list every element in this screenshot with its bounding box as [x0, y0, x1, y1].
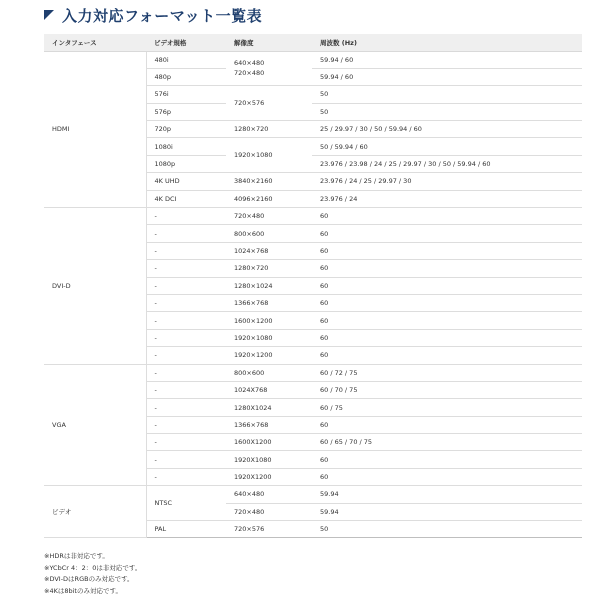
header-frequency: 周波数 (Hz) [312, 34, 582, 51]
cell-standard: - [146, 468, 226, 485]
interface-video: ビデオ [44, 486, 146, 538]
cell-resolution: 1280×720 [226, 121, 312, 138]
header-resolution: 解像度 [226, 34, 312, 51]
cell-resolution: 1024×768 [226, 242, 312, 259]
title-triangle-icon [44, 10, 54, 20]
cell-standard: - [146, 347, 226, 364]
format-table [44, 34, 582, 538]
cell-resolution: 1600X1200 [226, 434, 312, 451]
cell-standard: - [146, 329, 226, 346]
cell-frequency: 60 [312, 277, 582, 294]
cell-resolution: 3840×2160 [226, 173, 312, 190]
cell-frequency: 60 [312, 260, 582, 277]
table-row [44, 51, 582, 68]
cell-standard: - [146, 416, 226, 433]
cell-standard: 4K UHD [146, 173, 226, 190]
header-interface: インタフェース [44, 34, 146, 51]
cell-frequency: 60 [312, 312, 582, 329]
cell-resolution: 800×600 [226, 225, 312, 242]
cell-resolution: 1920X1200 [226, 468, 312, 485]
cell-frequency: 60 / 72 / 75 [312, 364, 582, 381]
cell-frequency: 50 [312, 521, 582, 538]
table-row [44, 364, 582, 381]
cell-frequency: 59.94 / 60 [312, 68, 582, 85]
cell-standard: 480i [146, 51, 226, 68]
cell-frequency: 60 [312, 468, 582, 485]
cell-frequency: 23.976 / 24 [312, 190, 582, 207]
cell-resolution: 1024X768 [226, 381, 312, 398]
cell-standard: - [146, 312, 226, 329]
cell-standard: - [146, 451, 226, 468]
cell-standard: 576p [146, 103, 226, 120]
cell-frequency: 60 [312, 347, 582, 364]
cell-standard: - [146, 242, 226, 259]
cell-standard: 1080i [146, 138, 226, 155]
cell-frequency: 60 / 70 / 75 [312, 381, 582, 398]
cell-resolution: 800×600 [226, 364, 312, 381]
cell-frequency: 60 [312, 225, 582, 242]
cell-standard: - [146, 381, 226, 398]
cell-standard: - [146, 294, 226, 311]
table-header-row [44, 34, 582, 51]
interface-hdmi: HDMI [44, 51, 146, 208]
header-video-standard: ビデオ規格 [146, 34, 226, 51]
cell-resolution: 1280X1024 [226, 399, 312, 416]
cell-standard: - [146, 260, 226, 277]
cell-standard: - [146, 364, 226, 381]
cell-frequency: 59.94 [312, 486, 582, 503]
cell-resolution: 720×480 [226, 208, 312, 225]
cell-resolution: 4096×2160 [226, 190, 312, 207]
cell-frequency: 50 [312, 103, 582, 120]
cell-frequency: 60 [312, 416, 582, 433]
cell-frequency: 60 / 75 [312, 399, 582, 416]
cell-resolution: 1280×1024 [226, 277, 312, 294]
resolution-480: 640×480 720×480 [234, 59, 265, 78]
cell-frequency: 59.94 / 60 [312, 51, 582, 68]
footnote: ※4Kは8bitのみ対応です。 [44, 586, 122, 595]
cell-resolution: 1920×1080 [226, 138, 312, 173]
cell-frequency: 50 [312, 86, 582, 103]
table-row [44, 486, 582, 503]
cell-frequency: 23.976 / 23.98 / 24 / 25 / 29.97 / 30 / 50 / 59.94 / 60 [312, 155, 582, 172]
cell-resolution: 720×576 [226, 86, 312, 121]
interface-dvi-d: DVI-D [44, 208, 146, 365]
footnotes [44, 551, 141, 597]
cell-standard: - [146, 277, 226, 294]
footnote: ※HDRは非対応です。 [44, 552, 109, 560]
cell-resolution [226, 51, 312, 86]
cell-resolution: 720×576 [226, 521, 312, 538]
cell-frequency: 25 / 29.97 / 30 / 50 / 59.94 / 60 [312, 121, 582, 138]
cell-resolution: 1366×768 [226, 416, 312, 433]
cell-standard: - [146, 225, 226, 242]
table-row [44, 208, 582, 225]
cell-frequency: 60 / 65 / 70 / 75 [312, 434, 582, 451]
cell-resolution: 640×480 [226, 486, 312, 503]
cell-resolution: 1600×1200 [226, 312, 312, 329]
cell-standard: 4K DCI [146, 190, 226, 207]
cell-resolution: 1920X1080 [226, 451, 312, 468]
cell-resolution: 1920×1200 [226, 347, 312, 364]
page-title: 入力対応フォーマット一覧表 [62, 6, 263, 25]
cell-resolution: 720×480 [226, 503, 312, 520]
footnote: ※YCbCr 4：2：0は非対応です。 [44, 563, 142, 572]
cell-standard: - [146, 208, 226, 225]
cell-standard: 576i [146, 86, 226, 103]
cell-resolution: 1920×1080 [226, 329, 312, 346]
cell-frequency: 23.976 / 24 / 25 / 29.97 / 30 [312, 173, 582, 190]
cell-standard: - [146, 399, 226, 416]
cell-standard: - [146, 434, 226, 451]
interface-vga: VGA [44, 364, 146, 486]
footnote: ※DVI-DはRGBのみ対応です。 [44, 575, 134, 584]
cell-standard: PAL [146, 521, 226, 538]
cell-frequency: 59.94 [312, 503, 582, 520]
cell-frequency: 60 [312, 294, 582, 311]
cell-frequency: 60 [312, 451, 582, 468]
cell-frequency: 60 [312, 242, 582, 259]
cell-standard: 480p [146, 68, 226, 85]
cell-frequency: 50 / 59.94 / 60 [312, 138, 582, 155]
cell-standard: NTSC [146, 486, 226, 521]
cell-resolution: 1366×768 [226, 294, 312, 311]
title-block [44, 5, 262, 25]
cell-standard: 1080p [146, 155, 226, 172]
cell-resolution: 1280×720 [226, 260, 312, 277]
cell-frequency: 60 [312, 208, 582, 225]
cell-standard: 720p [146, 121, 226, 138]
cell-frequency: 60 [312, 329, 582, 346]
